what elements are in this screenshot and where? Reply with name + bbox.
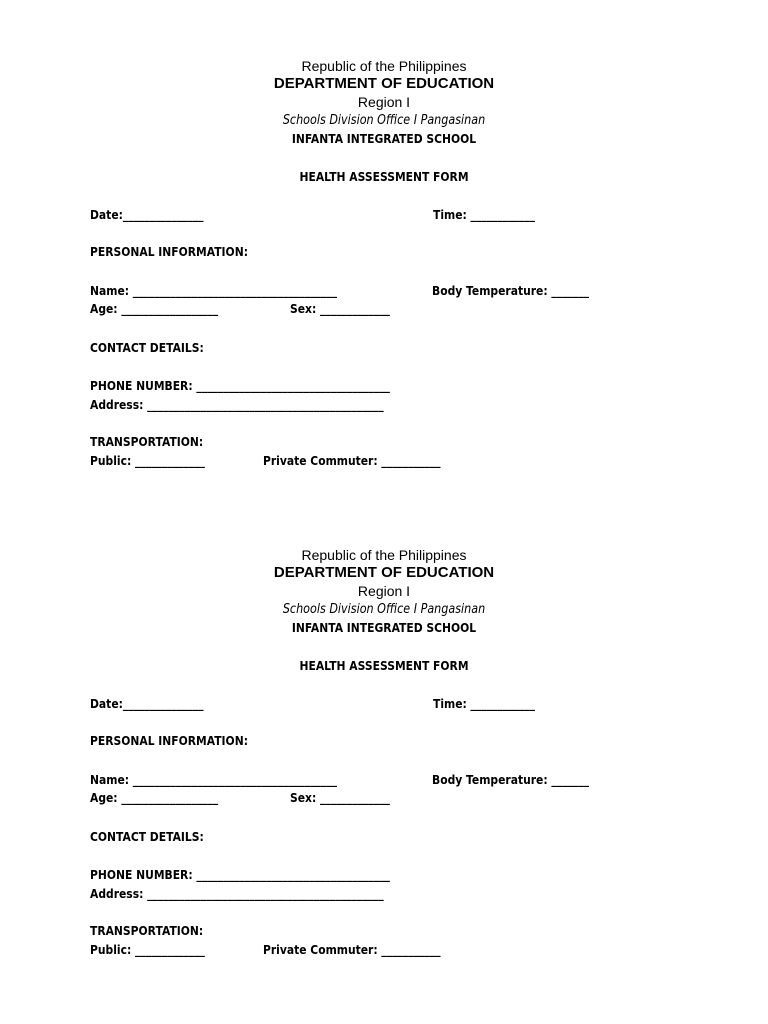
age-field: Age: __________________: [90, 301, 219, 316]
health-assessment-form-2: [0, 489, 768, 978]
address-field: Address: ____________________________________________: [90, 886, 384, 901]
phone-number-field: PHONE NUMBER: ____________________________________: [90, 867, 390, 882]
republic-heading: Republic of the Philippines: [301, 547, 467, 563]
department-heading: DEPARTMENT OF EDUCATION: [273, 75, 495, 92]
contact-details-heading: CONTACT DETAILS:: [90, 340, 204, 355]
region-heading: Region I: [357, 583, 411, 599]
republic-heading: Republic of the Philippines: [301, 58, 467, 74]
public-field: Public: _____________: [90, 453, 205, 468]
sex-field: Sex: _____________: [290, 301, 390, 316]
name-field: Name: ______________________________________: [90, 772, 338, 787]
form-title: HEALTH ASSESSMENT FORM: [299, 658, 469, 673]
transportation-heading: TRANSPORTATION:: [90, 434, 204, 449]
form-title: HEALTH ASSESSMENT FORM: [299, 169, 469, 184]
personal-info-heading: PERSONAL INFORMATION:: [90, 244, 248, 259]
health-assessment-form-1: [0, 0, 768, 489]
body-temperature-field: Body Temperature: _______: [432, 283, 590, 298]
contact-details-heading: CONTACT DETAILS:: [90, 829, 204, 844]
body-temperature-field: Body Temperature: _______: [432, 772, 590, 787]
date-field: Date:_______________: [90, 207, 204, 222]
private-commuter-field: Private Commuter: ___________: [263, 942, 441, 957]
school-heading: INFANTA INTEGRATED SCHOOL: [291, 620, 477, 635]
time-field: Time: ____________: [433, 207, 536, 222]
division-heading: Schools Division Office I Pangasinan: [282, 113, 486, 128]
date-field: Date:_______________: [90, 696, 204, 711]
address-field: Address: ____________________________________________: [90, 397, 384, 412]
age-field: Age: __________________: [90, 790, 219, 805]
public-field: Public: _____________: [90, 942, 205, 957]
school-heading: INFANTA INTEGRATED SCHOOL: [291, 131, 477, 146]
sex-field: Sex: _____________: [290, 790, 390, 805]
region-heading: Region I: [357, 94, 411, 110]
private-commuter-field: Private Commuter: ___________: [263, 453, 441, 468]
division-heading: Schools Division Office I Pangasinan: [282, 602, 486, 617]
phone-number-field: PHONE NUMBER: ____________________________________: [90, 378, 390, 393]
transportation-heading: TRANSPORTATION:: [90, 923, 204, 938]
time-field: Time: ____________: [433, 696, 536, 711]
personal-info-heading: PERSONAL INFORMATION:: [90, 733, 248, 748]
name-field: Name: ______________________________________: [90, 283, 338, 298]
department-heading: DEPARTMENT OF EDUCATION: [273, 564, 495, 581]
